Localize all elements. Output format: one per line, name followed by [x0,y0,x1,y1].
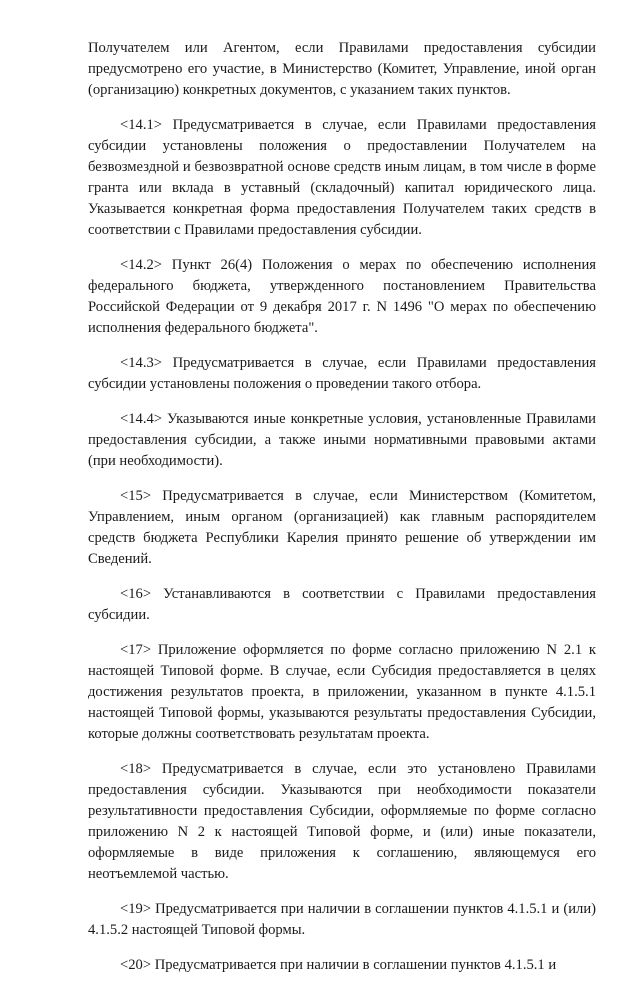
document-page [88,38,596,990]
footnote-19: <19> Предусматривается при наличии в соглашении пунктов 4.1.5.1 и (или) 4.1.5.2 настоящей Типовой формы. [88,901,596,938]
footnote-14-1: <14.1> Предусматривается в случае, если Правилами предоставления субсидии установлены положения о предоставлении Получателем на безвозмездной и безвозвратной основе средств иным лицам, в том числе в форме гранта или вклада в уставный (складочный) капитал юридического лица. Указывается конкретная форма предоставления Получателем таких средств в соответствии с Правилами предоставления субсидии. [88,117,596,238]
footnote-17: <17> Приложение оформляется по форме согласно приложению N 2.1 к настоящей Типовой форме. В случае, если Субсидия предоставляется в целях достижения результатов проекта, в приложении, указанном в пункте 4.1.5.1 настоящей Типовой формы, указываются результаты предоставления Субсидии, которые должны соответствовать результатам проекта. [88,642,596,742]
footnote-16: <16> Устанавливаются в соответствии с Правилами предоставления субсидии. [88,586,596,623]
footnote-18: <18> Предусматривается в случае, если это установлено Правилами предоставления субсидии. Указываются при необходимости показатели результативности предоставления Субсидии, оформляемые по форме согласно приложению N 2 к настоящей Типовой форме, и (или) иные показатели, оформляемые в виде приложения к соглашению, являющемуся его неотъемлемой частью. [88,761,596,882]
footnote-20: <20> Предусматривается при наличии в соглашении пунктов 4.1.5.1 и [120,957,557,973]
footnote-14-2: <14.2> Пункт 26(4) Положения о мерах по обеспечению исполнения федерального бюджета, утвержденного постановлением Правительства Российской Федерации от 9 декабря 2017 г. N 1496 "О мерах по обеспечению исполнения федерального бюджета". [88,257,596,336]
paragraph-continuation: Получателем или Агентом, если Правилами предоставления субсидии предусмотрено его участие, в Министерство (Комитет, Управление, иной орган (организацию) конкретных документов, с указанием таких пунктов. [88,40,596,98]
footnote-14-4: <14.4> Указываются иные конкретные условия, установленные Правилами предоставления субсидии, а также иными нормативными правовыми актами (при необходимости). [88,411,596,469]
footnote-15: <15> Предусматривается в случае, если Министерством (Комитетом, Управлением, иным органом (организацией) как главным распорядителем средств бюджета Республики Карелия принято решение об утверждении им Сведений. [88,488,596,567]
footnote-14-3: <14.3> Предусматривается в случае, если Правилами предоставления субсидии установлены положения о проведении такого отбора. [88,355,596,392]
